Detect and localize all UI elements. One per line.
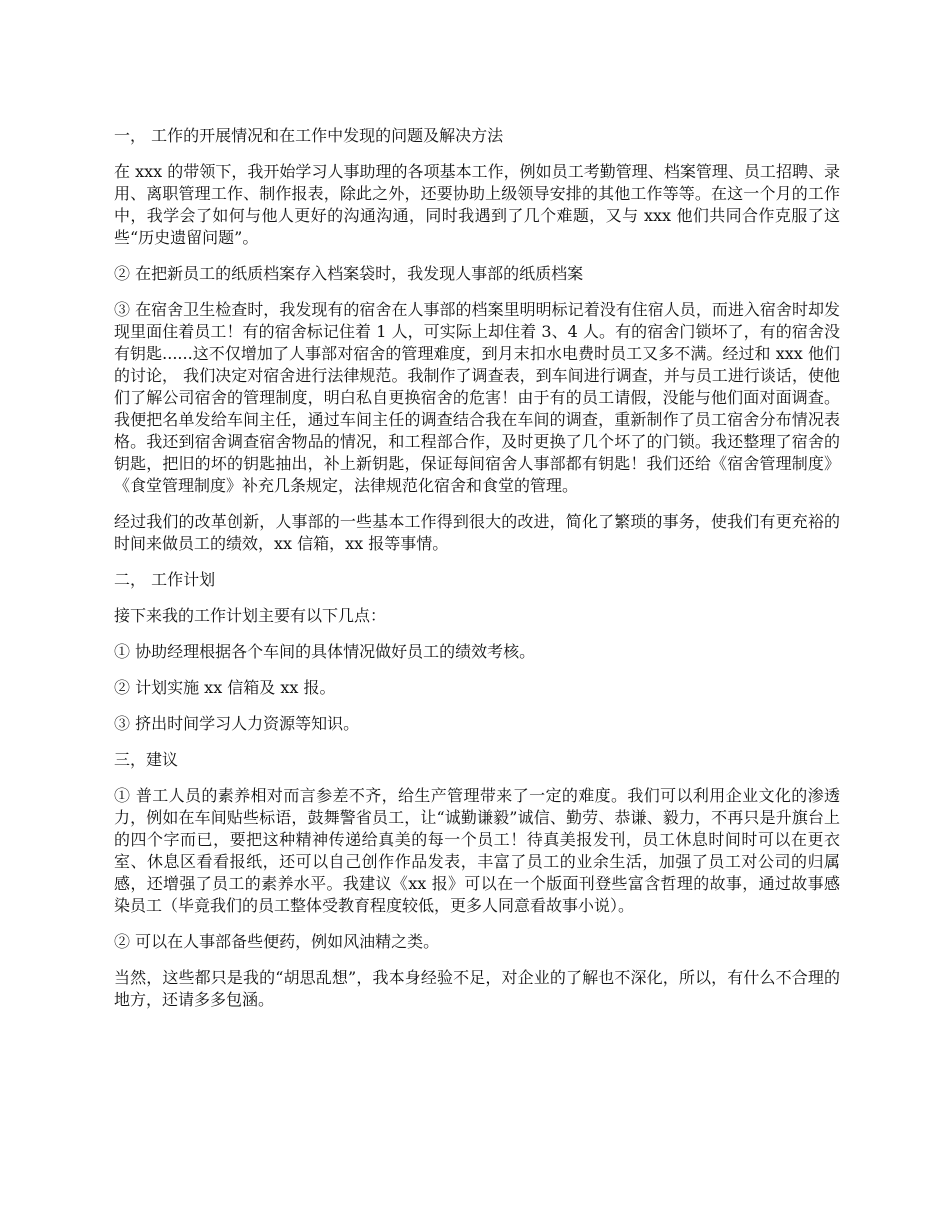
paragraph-item-3: ③ 在宿舍卫生检查时，我发现有的宿舍在人事部的档案里明明标记着没有住宿人员，而进入宿舍时却发现里面住着员工！有的宿舍标记住着 1 人，可实际上却住着 3、4 人。有的宿舍门锁坏了，有的宿舍没有钥匙......这不仅增加了人事部对宿舍的管理难度，到月末扣水电费时员工又多不满。经过和 xxx 他们的讨论， 我们决定对宿舍进行法律规范。我制作了调查表，到车间进行调查，并与员工进行谈话，使他们了解公司宿舍的管理制度，明白私自更换宿舍的危害！由于有的员工请假，没能与他们面对面调查。我便把名单发给车间主任，通过车间主任的调查结合我在车间的调查，重新制作了员工宿舍分布情况表格。我还到宿舍调查宿舍物品的情况，和工程部合作，及时更换了几个坏了的门锁。我还整理了宿舍的钥匙，把旧的坏的钥匙抽出，补上新钥匙，保证每间宿舍人事部都有钥匙！我们还给《宿舍管理制度》《食堂管理制度》补充几条规定，法律规范化宿舍和食堂的管理。 [114,300,840,495]
paragraph-plan-intro: 接下来我的工作计划主要有以下几点： [114,606,387,625]
section-heading-1: 一， 工作的开展情况和在工作中发现的问题及解决方法 [114,126,504,145]
paragraph-intro: 在 xxx 的带领下，我开始学习人事助理的各项基本工作，例如员工考勤管理、档案管理、员工招聘、录用、离职管理工作、制作报表，除此之外，还要协助上级领导安排的其他工作等等。在这一个月的工作中，我学会了如何与他人更好的沟通沟通，同时我遇到了几个难题，又与 xxx 他们共同合作克服了这些“历史遗留问题”。 [114,162,840,247]
paragraph-plan-3: ③ 挤出时间学习人力资源等知识。 [114,714,360,733]
paragraph-summary: 经过我们的改革创新，人事部的一些基本工作得到很大的改进，简化了繁琐的事务，使我们有更充裕的时间来做员工的绩效，xx 信箱，xx 报等事情。 [114,512,840,553]
paragraph-plan-2: ② 计划实施 xx 信箱及 xx 报。 [114,678,336,697]
section-heading-2: 二， 工作计划 [114,570,216,589]
paragraph-plan-1: ① 协助经理根据各个车间的具体情况做好员工的绩效考核。 [114,642,536,661]
section-heading-3: 三，建议 [114,750,179,769]
paragraph-suggestion-2: ② 可以在人事部备些便药，例如风油精之类。 [114,932,440,951]
paragraph-suggestion-1: ① 普工人员的素养相对而言参差不齐，给生产管理带来了一定的难度。我们可以利用企业文化的渗透力，例如在车间贴些标语，鼓舞警省员工，让“诚勤谦毅”诚信、勤劳、恭谦、毅力，不再只是升旗台上的四个字而已，要把这种精神传递给真美的每一个员工！待真美报发刊，员工休息时间时可以在更衣室、休息区看看报纸，还可以自己创作作品发表，丰富了员工的业余生活，加强了员工对公司的归属感，还增强了员工的素养水平。我建议《xx 报》可以在一个版面刊登些富含哲理的故事，通过故事感染员工（毕竟我们的员工整体受教育程度较低，更多人同意看故事小说）。 [114,786,840,915]
document-body [114,125,840,1025]
paragraph-item-2: ② 在把新员工的纸质档案存入档案袋时，我发现人事部的纸质档案 [114,264,584,283]
paragraph-closing: 当然，这些都只是我的“胡思乱想”，我本身经验不足，对企业的了解也不深化，所以，有什么不合理的地方，还请多多包涵。 [114,968,840,1009]
